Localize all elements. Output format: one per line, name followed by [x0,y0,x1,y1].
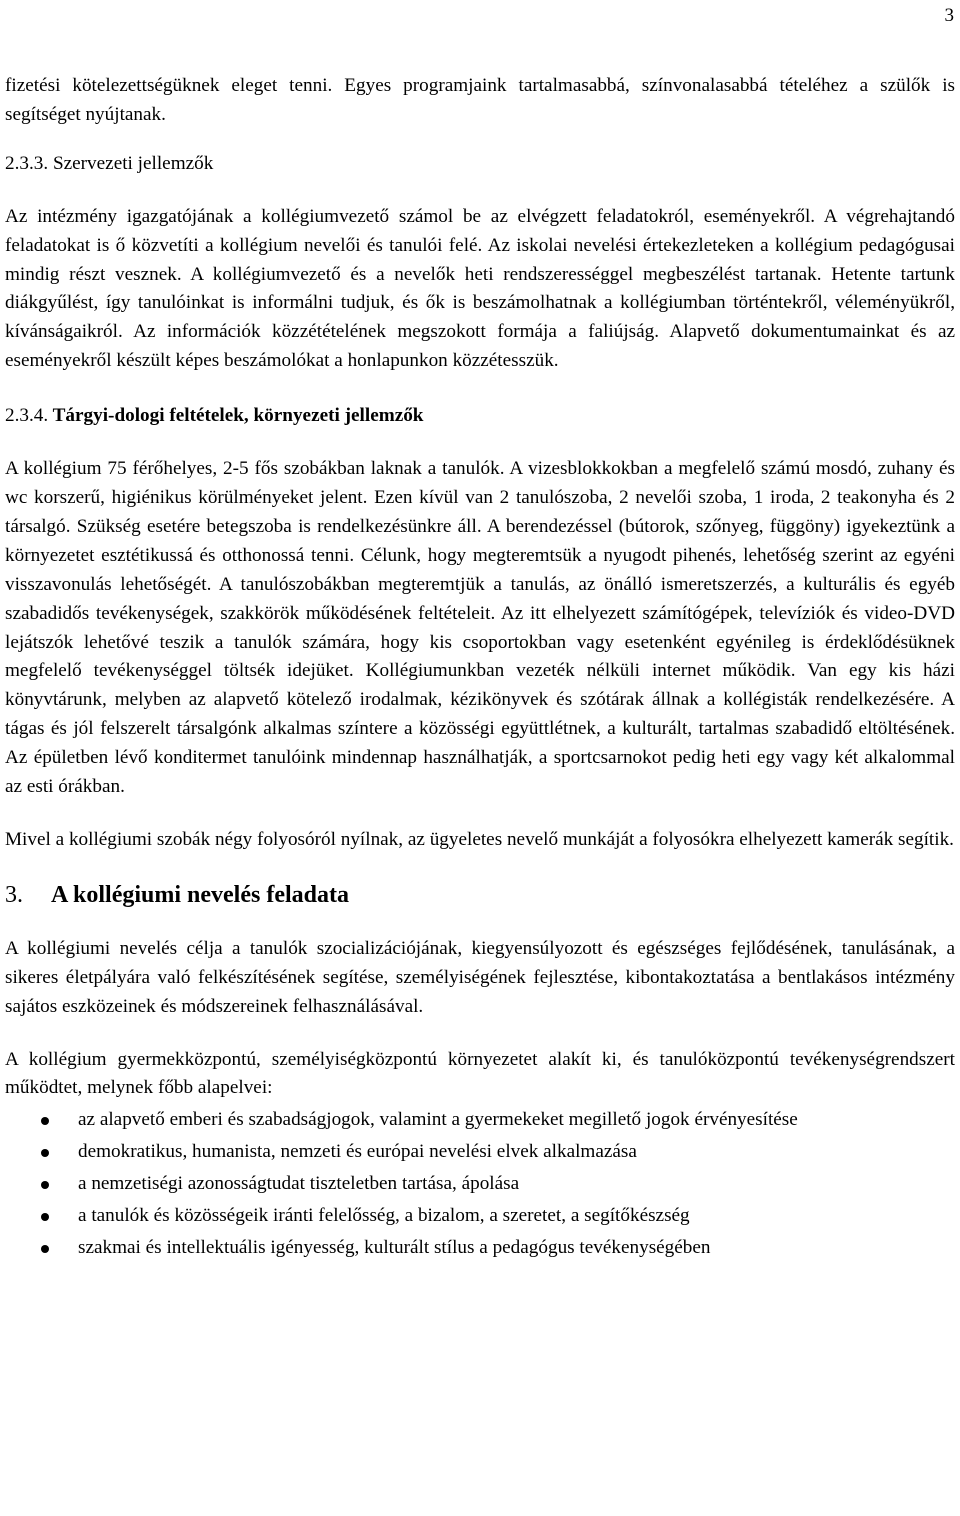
heading-2-3-3-title: Szervezeti jellemzők [52,152,214,174]
paragraph-organizational: Az intézmény igazgatójának a kollégiumvezető számol be az elvégzett feladatokról, eseményekről. A végrehajtandó feladatokat is ő közvetíti a kollégium nevelői és tanulói felé. Az iskolai nevelési értekezleteken a kollégium pedagógusai mindig részt vesznek. A kollégiumvezető és a nevelők heti rendszerességgel megbeszélést tartanak. Hetente tartunk diákgyűlést, így tanulóinkat is informálni tudjuk, és ők is beszámolhatnak a kollégiumban történtekről, véleményükről, kívánságaikról. Az információk közzétételének megszokott formája a faliújság. Alapvető dokumentumainkat és az eseményekről készült képes beszámolókat a honlapunkon közzétesszük. [5,205,955,372]
paragraph-parent-support: fizetési kötelezettségüknek eleget tenni. Egyes programjaink tartalmasabbá, színvonalasabbá tételéhez a szülők is segítséget nyújtanak. [5,75,955,125]
list-item: szakmai és intellektuális igényesség, kulturált stílus a pedagógus tevékenységében [5,1234,955,1263]
paragraph-education-goal: A kollégiumi nevelés célja a tanulók szocializációjának, kiegyensúlyozott és egészséges fejlődésének, tanulásának, a sikeres életpályára való felkészítésének segítése, személyiségének fejlesztése, kibontakoztatása a bentlakásos intézmény sajátos eszközeinek és módszereinek felhasználásával. [5,937,955,1017]
bullet-icon [41,1213,49,1221]
heading-3 [5,879,955,911]
bullet-icon [41,1149,49,1157]
bullet-icon [41,1181,49,1189]
heading-2-3-4-number: 2.3.4. [5,405,49,427]
bullet-icon [41,1245,49,1253]
list-item: az alapvető emberi és szabadságjogok, valamint a gyermekeket megillető jogok érvényesítése [5,1106,955,1135]
principles-list [5,1106,955,1263]
heading-2-3-3 [5,150,955,179]
page-number: 3 [944,5,954,26]
list-item: a nemzetiségi azonosságtudat tiszteletben tartása, ápolása [5,1170,955,1199]
list-item: a tanulók és közösségeik iránti felelősség, a bizalom, a szeretet, a segítőkészség [5,1202,955,1231]
paragraph-principles-intro: A kollégium gyermekközpontú, személyiségközpontú környezetet alakít ki, és tanulóközpontú tevékenységrendszert működtet, melynek főbb alapelvei: [5,1048,955,1099]
paragraph-corridors: Mivel a kollégiumi szobák négy folyosóról nyílnak, az ügyeletes nevelő munkáját a folyosókra elhelyezett kamerák segítik. [5,828,954,850]
heading-2-3-3-number: 2.3.3. [5,152,49,174]
list-item: demokratikus, humanista, nemzeti és európai nevelési elvek alkalmazása [5,1138,955,1167]
heading-3-number: 3. [5,881,23,908]
heading-3-title: A kollégiumi nevelés feladata [51,881,349,908]
paragraph-facilities: A kollégium 75 férőhelyes, 2-5 fős szobákban laknak a tanulók. A vizesblokkokban a megfelelő számú mosdó, zuhany és wc korszerű, higiénikus körülményeket jelent. Ezen kívül van 2 tanulószoba, 2 nevelői szoba, 1 iroda, 2 teakonyha és 2 társalgó. Szükség esetére betegszoba is rendelkezésünkre áll. A berendezéssel (bútorok, szőnyeg, függöny) igyekeztünk a környezetet esztétikussá és otthonossá tenni. Célunk, hogy megteremtsük a nyugodt pihenés, lehetőség szerint az egyéni visszavonulás lehetőségét. A tanulószobákban megteremtjük a tanulás, az önálló ismeretszerzés, a kulturális és egyéb szabadidős tevékenységek, szakkörök működésének feltételeit. Az itt elhelyezett számítógépek, televíziók és video-DVD lejátszók lehetővé teszik a tanulók számára, hogy kis csoportokban vagy esetenként egyénileg is érdeklődésüknek megfelelő tevékenységgel töltsék idejüket. Kollégiumunkban vezeték nélküli internet működik. Van egy kis házi könyvtárunk, melyben az alapvető kötelező irodalmak, kézikönyvek és szótárak állnak a kollégisták rendelkezésére. A tágas és jól felszerelt társalgónk alkalmas színtere a közösségi együttlétnek, a kulturált, tartalmas szabadidő eltöltésének. Az épületben lévő konditermet tanulóink mindennap használhatják, a sportcsarnokot pedig heti egy vagy két alkalommal az esti órákban. [5,458,955,798]
document-body [5,72,955,1263]
heading-2-3-4 [5,402,955,431]
heading-2-3-4-title: Tárgyi-dologi feltételek, környezeti jellemzők [52,405,424,427]
bullet-icon [41,1117,49,1125]
